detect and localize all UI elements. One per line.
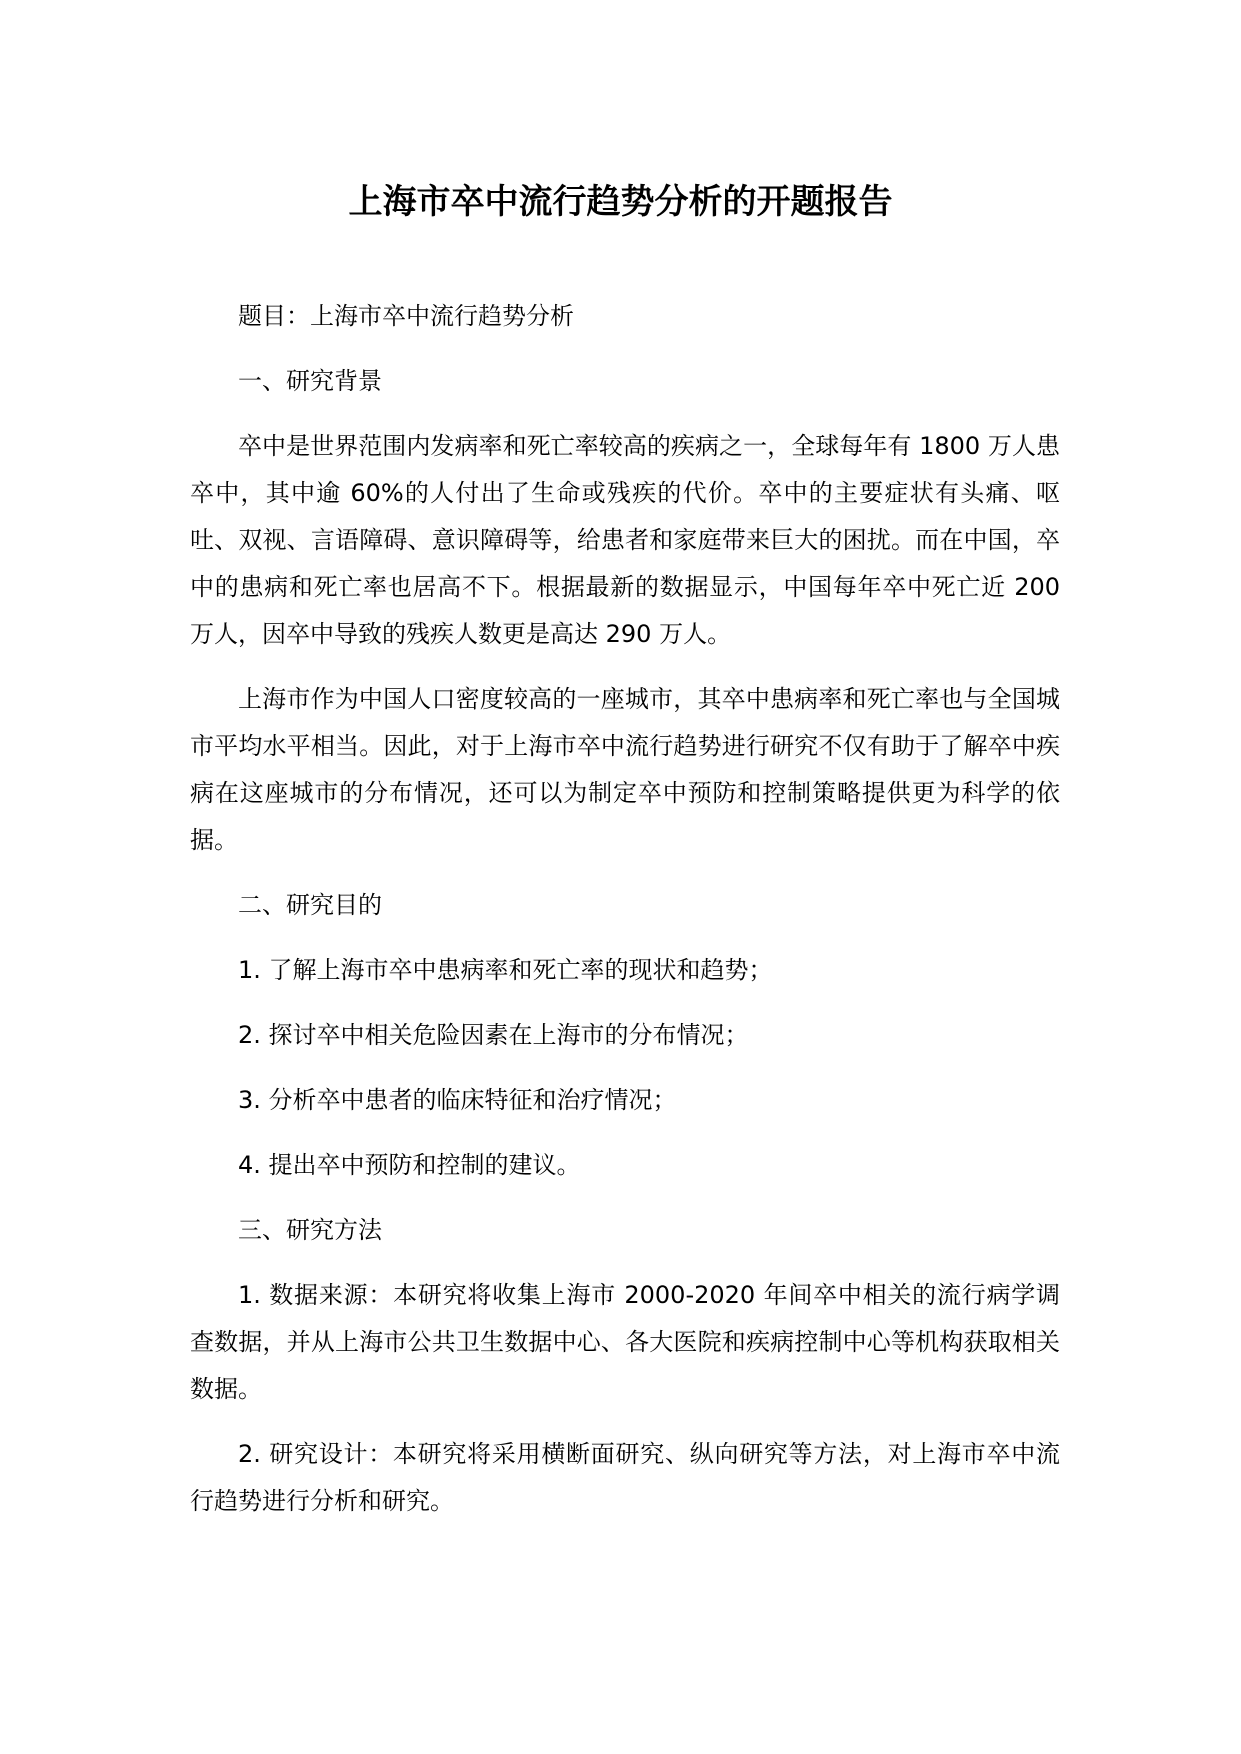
methods-item-2: 2. 研究设计：本研究将采用横断面研究、纵向研究等方法，对上海市卒中流行趋势进行分析和研究。	[190, 1440, 1060, 1515]
topic-line: 题目：上海市卒中流行趋势分析	[238, 302, 574, 330]
purpose-item-4: 4. 提出卒中预防和控制的建议。	[238, 1151, 581, 1179]
section-heading-purpose: 二、研究目的	[238, 891, 382, 919]
background-paragraph-2: 上海市作为中国人口密度较高的一座城市，其卒中患病率和死亡率也与全国城市平均水平相当。因此，对于上海市卒中流行趋势进行研究不仅有助于了解卒中疾病在这座城市的分布情况，还可以为制定卒中预防和控制策略提供更为科学的依据。	[190, 685, 1060, 854]
document-body	[190, 293, 1060, 1543]
section-heading-methods: 三、研究方法	[238, 1216, 382, 1244]
methods-item-1: 1. 数据来源：本研究将收集上海市 2000-2020 年间卒中相关的流行病学调查数据，并从上海市公共卫生数据中心、各大医院和疾病控制中心等机构获取相关数据。	[190, 1281, 1060, 1403]
purpose-item-3: 3. 分析卒中患者的临床特征和治疗情况；	[238, 1086, 677, 1114]
purpose-item-2: 2. 探讨卒中相关危险因素在上海市的分布情况；	[238, 1021, 749, 1049]
background-paragraph-1: 卒中是世界范围内发病率和死亡率较高的疾病之一，全球每年有 1800 万人患卒中，其中逾 60%的人付出了生命或残疾的代价。卒中的主要症状有头痛、呕吐、双视、言语障碍、意识障碍等，给患者和家庭带来巨大的困扰。而在中国，卒中的患病和死亡率也居高不下。根据最新的数据显示，中国每年卒中死亡近 200 万人，因卒中导致的残疾人数更是高达 290 万人。	[190, 432, 1060, 648]
document-title: 上海市卒中流行趋势分析的开题报告	[348, 182, 893, 222]
purpose-item-1: 1. 了解上海市卒中患病率和死亡率的现状和趋势；	[238, 956, 773, 984]
section-heading-background: 一、研究背景	[238, 367, 382, 395]
